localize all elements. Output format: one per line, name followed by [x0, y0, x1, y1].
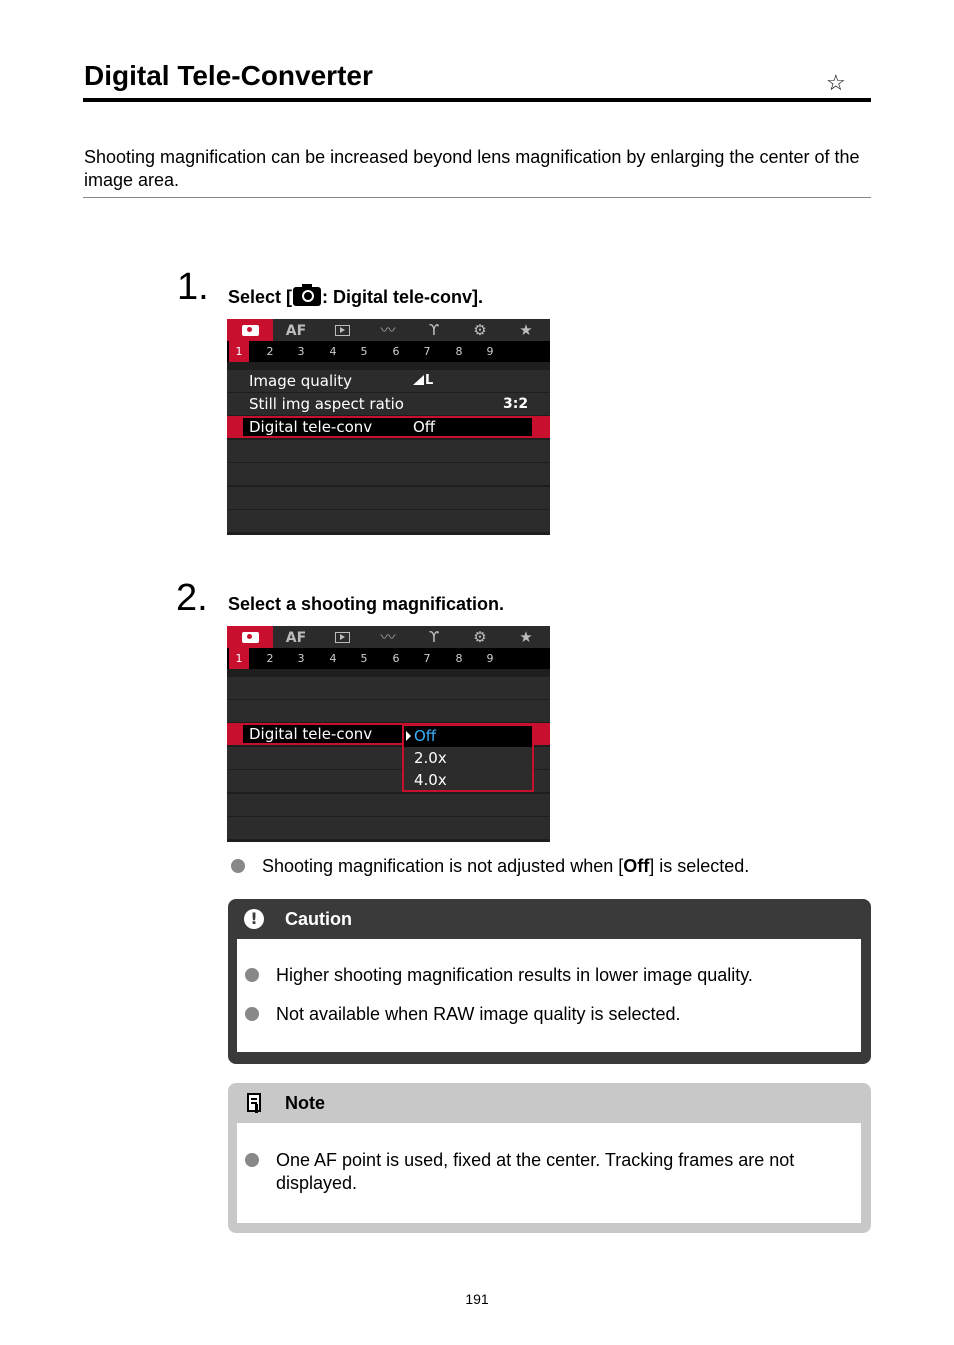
camera-icon — [293, 287, 321, 306]
menu-row-aspect-ratio[interactable] — [227, 393, 550, 415]
bullet-icon — [245, 968, 259, 982]
custom-functions-icon: ⚙ — [473, 321, 487, 339]
playback-icon — [335, 325, 350, 336]
tab-af[interactable]: AF — [285, 323, 307, 339]
tab-custom-functions[interactable] — [457, 319, 503, 341]
step-2-note: Shooting magnification is not adjusted when [Off] is selected. — [262, 856, 750, 876]
caution-icon — [244, 909, 264, 929]
menu-row-empty — [227, 817, 550, 839]
wireless-icon: 〰 — [380, 321, 396, 339]
menu-subtab-bar — [227, 341, 550, 362]
tab-playback[interactable] — [319, 626, 365, 648]
subtab-2[interactable]: 2 — [266, 345, 274, 358]
option-off[interactable]: Off — [404, 726, 532, 747]
page-number: 191 — [465, 1291, 489, 1307]
wrench-icon: ϒ — [428, 321, 440, 339]
menu-row-empty — [227, 510, 550, 532]
option-4x[interactable]: 4.0x — [414, 771, 447, 789]
camera-icon — [242, 325, 259, 336]
menu-tab-bar — [227, 626, 550, 648]
wireless-icon: 〰 — [380, 628, 396, 646]
bullet-icon — [245, 1153, 259, 1167]
caution-title: Caution — [285, 909, 352, 929]
tab-custom-functions[interactable] — [457, 626, 503, 648]
tab-my-menu[interactable] — [503, 626, 549, 648]
camera-menu-screen-2 — [227, 626, 550, 842]
subtab-5[interactable]: 5 — [360, 345, 368, 358]
menu-row-empty — [227, 440, 550, 462]
menu-row-empty — [227, 794, 550, 816]
magnification-dropdown — [402, 724, 534, 792]
camera-icon — [242, 632, 259, 643]
subtab-5[interactable]: 5 — [360, 652, 368, 665]
playback-icon — [335, 632, 350, 643]
caution-item: Higher shooting magnification results in lower image quality. — [276, 965, 753, 985]
subtab-2[interactable]: 2 — [266, 652, 274, 665]
subtab-4[interactable]: 4 — [329, 652, 337, 665]
subtab-9[interactable]: 9 — [486, 345, 494, 358]
menu-row-empty — [227, 700, 550, 722]
step-1-text — [228, 287, 483, 308]
menu-row-value: 3:2 — [503, 396, 529, 412]
tab-shooting[interactable] — [227, 319, 273, 341]
note-item: One AF point is used, fixed at the center. Tracking frames are not displayed. — [276, 1150, 795, 1193]
subtab-7[interactable]: 7 — [423, 652, 431, 665]
custom-functions-icon: ⚙ — [473, 628, 487, 646]
option-2x[interactable]: 2.0x — [414, 749, 447, 767]
tab-af[interactable]: AF — [285, 630, 307, 646]
menu-row-value: L — [413, 370, 433, 392]
tab-playback[interactable] — [319, 319, 365, 341]
caution-item: Not available when RAW image quality is selected. — [276, 1004, 681, 1024]
menu-row-label: Digital tele-conv — [249, 725, 373, 743]
intro-divider — [83, 197, 871, 198]
step-2-text: Select a shooting magnification. — [228, 594, 505, 614]
menu-row-label: Image quality — [249, 372, 353, 390]
step-2-number: 2. — [176, 577, 208, 619]
step-1-number: 1. — [177, 266, 209, 308]
menu-row-empty — [227, 677, 550, 699]
menu-row-empty — [227, 487, 550, 509]
menu-row-image-quality[interactable] — [227, 370, 550, 392]
subtab-3[interactable]: 3 — [297, 652, 305, 665]
subtab-1[interactable]: 1 — [229, 648, 249, 669]
note-content — [237, 1123, 861, 1223]
page-title: Digital Tele-Converter — [84, 60, 373, 91]
menu-row-label: Still img aspect ratio — [249, 395, 404, 413]
caution-content — [237, 939, 861, 1052]
pointer-icon — [406, 731, 411, 741]
quality-icon — [413, 375, 424, 385]
subtab-8[interactable]: 8 — [455, 652, 463, 665]
star-icon: ★ — [519, 628, 533, 646]
menu-row-digital-tele-conv[interactable] — [227, 416, 550, 438]
title-divider — [83, 98, 871, 102]
note-box — [228, 1083, 871, 1233]
menu-tab-bar — [227, 319, 550, 341]
subtab-9[interactable]: 9 — [486, 652, 494, 665]
subtab-6[interactable]: 6 — [392, 345, 400, 358]
tab-shooting[interactable] — [227, 626, 273, 648]
menu-row-value: Off — [413, 418, 436, 436]
camera-menu-screen-1 — [227, 319, 550, 535]
tab-wireless[interactable] — [365, 626, 411, 648]
menu-row-empty — [227, 463, 550, 485]
subtab-7[interactable]: 7 — [423, 345, 431, 358]
intro-text: Shooting magnification can be increased beyond lens magnification by enlarging the center of the image area. — [84, 147, 860, 190]
bullet-icon — [245, 1007, 259, 1021]
menu-row-label: Digital tele-conv — [249, 418, 373, 436]
tab-setup[interactable] — [411, 319, 457, 341]
subtab-8[interactable]: 8 — [455, 345, 463, 358]
tab-my-menu[interactable] — [503, 319, 549, 341]
note-title: Note — [285, 1093, 325, 1113]
subtab-6[interactable]: 6 — [392, 652, 400, 665]
star-icon: ★ — [519, 321, 533, 339]
tab-setup[interactable] — [411, 626, 457, 648]
step-1-text-before: Select [ — [228, 287, 293, 307]
caution-box — [228, 899, 871, 1064]
wrench-icon: ϒ — [428, 628, 440, 646]
menu-subtab-bar — [227, 648, 550, 669]
note-icon — [247, 1093, 261, 1112]
tab-wireless[interactable] — [365, 319, 411, 341]
subtab-1[interactable]: 1 — [229, 341, 249, 362]
step-1-text-after: : Digital tele-conv]. — [322, 287, 484, 307]
star-icon: ☆ — [826, 70, 846, 95]
bullet-icon — [231, 859, 245, 873]
subtab-3[interactable]: 3 — [297, 345, 305, 358]
subtab-4[interactable]: 4 — [329, 345, 337, 358]
